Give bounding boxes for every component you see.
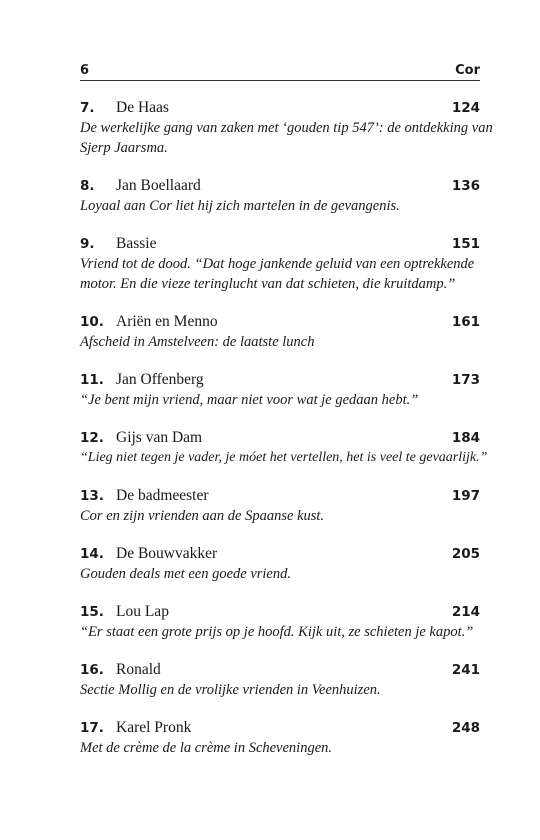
toc-entry [80, 428, 488, 468]
chapter-description-line: Sjerp Jaarsma. [80, 140, 168, 156]
chapter-number: 11. [80, 372, 104, 388]
chapter-number: 8. [80, 178, 95, 194]
chapter-title: Lou Lap [116, 603, 169, 620]
toc-entry-heading [80, 660, 480, 680]
chapter-description-line: Gouden deals met een goede vriend. [80, 566, 291, 582]
chapter-page: 205 [451, 546, 480, 562]
chapter-number: 14. [80, 546, 104, 562]
chapter-page: 151 [451, 236, 480, 252]
running-head [80, 63, 480, 79]
chapter-description-line: Cor en zijn vrienden aan de Spaanse kust. [80, 508, 325, 524]
chapter-description-line: motor. En die vieze teringlucht van dat schieten, die kruitdamp.” [80, 276, 456, 292]
toc-entry [80, 98, 493, 158]
chapter-title: Karel Pronk [116, 719, 192, 736]
chapter-title: Jan Offenberg [116, 371, 204, 388]
chapter-description-line: Vriend tot de dood. “Dat hoge jankende geluid van een optrekkende [80, 256, 475, 272]
page-number: 6 [80, 63, 90, 78]
chapter-number: 13. [80, 488, 104, 504]
chapter-number: 15. [80, 604, 104, 620]
chapter-number: 9. [80, 236, 95, 252]
chapter-page: 214 [451, 604, 480, 620]
toc-entry [80, 234, 480, 294]
chapter-number: 17. [80, 720, 104, 736]
chapter-description-line: “Lieg niet tegen je vader, je móet het vertellen, het is veel te gevaarlijk.” [80, 450, 488, 465]
chapter-title: De badmeester [116, 487, 209, 504]
toc-entry [80, 718, 480, 758]
chapter-page: 136 [451, 178, 480, 194]
toc-entry [80, 176, 480, 216]
toc-entry-heading [80, 98, 480, 118]
chapter-title: Ariën en Menno [116, 313, 218, 330]
toc-entry [80, 660, 480, 700]
chapter-number: 7. [80, 100, 95, 116]
toc-entry-heading [80, 602, 480, 622]
toc-entry [80, 602, 480, 642]
chapter-page: 124 [451, 100, 480, 116]
chapter-description-line: Met de crème de la crème in Scheveningen. [80, 740, 333, 756]
chapter-number: 16. [80, 662, 104, 678]
toc-entry-heading [80, 234, 480, 254]
chapter-title: De Bouwvakker [116, 545, 218, 562]
toc-entry-heading [80, 176, 480, 196]
chapter-page: 241 [451, 662, 480, 678]
chapter-page: 197 [451, 488, 480, 504]
running-title: Cor [455, 63, 480, 78]
toc-entry-heading [80, 370, 480, 390]
toc-entry-heading [80, 486, 480, 506]
chapter-title: Gijs van Dam [116, 429, 203, 446]
header-rule [80, 80, 480, 81]
chapter-title: De Haas [116, 99, 169, 116]
toc-entry-heading [80, 718, 480, 738]
chapter-description-line: “Er staat een grote prijs op je hoofd. Kijk uit, ze schieten je kapot.” [80, 624, 474, 640]
toc-entry [80, 544, 480, 584]
book-page [80, 0, 493, 840]
toc-entry [80, 370, 480, 410]
chapter-number: 10. [80, 314, 104, 330]
chapter-description-line: Loyaal aan Cor liet hij zich martelen in de gevangenis. [80, 198, 400, 214]
toc-entry-heading [80, 544, 480, 564]
chapter-description-line: De werkelijke gang van zaken met ‘gouden tip 547’: de ontdekking van [80, 120, 493, 136]
chapter-description-line: Afscheid in Amstelveen: de laatste lunch [80, 334, 315, 350]
toc-entry-heading [80, 428, 480, 448]
chapter-page: 248 [451, 720, 480, 736]
toc-entry-heading [80, 312, 480, 332]
chapter-title: Bassie [116, 235, 157, 252]
chapter-page: 173 [451, 372, 480, 388]
chapter-page: 161 [451, 314, 480, 330]
chapter-description-line: “Je bent mijn vriend, maar niet voor wat je gedaan hebt.” [80, 392, 419, 408]
chapter-description-line: Sectie Mollig en de vrolijke vrienden in Veenhuizen. [80, 682, 381, 698]
chapter-number: 12. [80, 430, 104, 446]
toc-entry [80, 486, 480, 526]
chapter-title: Ronald [116, 661, 161, 678]
chapter-page: 184 [451, 430, 480, 446]
toc-entry [80, 312, 480, 352]
chapter-title: Jan Boellaard [116, 177, 201, 194]
